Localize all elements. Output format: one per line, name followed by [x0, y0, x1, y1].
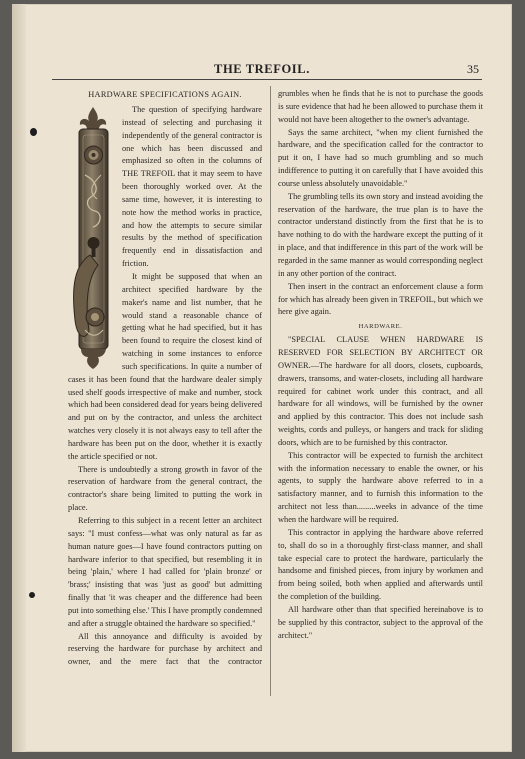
- punch-hole: [29, 592, 35, 598]
- clause-paragraph: This contractor in applying the hardware above referred to, shall do so in a thoroughly first-class manner, and shall take especial care to protect the hardware, particularly the handsome and finished pieces, from injury by workmen and from being soiled, both when applied and afterwards until the completion of the building.: [278, 527, 483, 602]
- page-header-title: THE TREFOIL.: [214, 62, 310, 76]
- article-paragraph: There is undoubtedly a strong growth in favor of the reservation of hardware from the general contract, the contractor's share being limited to putting the work in place.: [68, 464, 262, 513]
- article-paragraph: All this annoyance and difficulty is avoided by reserving the hardware for purchase by architect and owner, and the mere fact that the contractor: [68, 631, 262, 667]
- article-title: HARDWARE SPECIFICATIONS AGAIN.: [88, 90, 242, 99]
- article-paragraph: Then insert in the contract an enforcement clause a form for which has already been given in TREFOIL, but which we here give again.: [278, 281, 483, 317]
- article-paragraph: grumbles when he finds that he is not to purchase the goods is sure evidence that had he been allowed to purchase them it would not have been altogether to the owner's advantage.: [278, 89, 483, 124]
- article-paragraph: Says the same architect, "when my client furnished the hardware, and the specification called for the contractor to put it on, I have had so much grumbling and so much indifference to putting it on carefully that I have avoided this course unless absolutely unavoidable.": [278, 127, 483, 188]
- ornate-door-handle-icon: [65, 105, 122, 370]
- article-paragraph: Referring to this subject in a recent letter an architect says: "I must confess—what was only natural as far as human nature goes—I have found contractors putting on hardware inferior to that specified, but resembling it in being 'plain,' where I had called for 'plain bronze' or 'brass;' insisting that was 'just as good' but admitting finally that 'it was cheaper and the difference had been put into something else.' This I have promptly condemned and after a struggle obtained the hardware so specified.": [68, 516, 262, 628]
- article-paragraph: The grumbling tells its own story and instead avoiding the reservation of the hardware, the true plan is to have the contractor understand distinctly from the first that he is to have nothing to do with the hardware except the putting of it in place, and that indifference in this part of the work will be regarded in the same manner as would corresponding neglect in any other portion of the contract.: [278, 191, 483, 278]
- header-rule: [52, 79, 482, 80]
- page-binding-edge: [12, 4, 26, 752]
- page-number: 35: [467, 62, 479, 76]
- article-paragraph: The question of specifying hardware instead of selecting and purchasing it independently of the general contractor is one which has been discussed and emphasized so often in the columns of THE TREFOIL that it may seem to have been thoroughly worked over. At the same time, however, it is interesting to note how the method works in practice, and how the attempts to secure similar results by the method of specification frequently end in dissatisfaction and friction.: [122, 105, 262, 269]
- left-column: [68, 88, 262, 669]
- clause-paragraph: All hardware other than that specified hereinabove is to be supplied by this contractor, subject to the approval of the architect.": [278, 604, 483, 640]
- clause-paragraph: This contractor will be expected to furnish the architect with the information necessary to enable the owner, or his agents, to supply the hardware above referred to in a satisfactory manner, and to furnish this information to the architect not less than.........weeks in advance of the time when the hardware will be required.: [278, 450, 483, 524]
- right-column: [278, 88, 483, 642]
- magazine-page: [12, 4, 512, 752]
- section-heading: HARDWARE.: [358, 323, 403, 331]
- article-paragraph: It might be supposed that when an architect specified hardware by the maker's name and list number, that he would stand a reasonable chance of getting what he had specified, but it has been found to require the closest kind of watching in some instances to enforce such specifications. In quite a number of cases it has been found that the hardware dealer simply used shelf goods irrespective of make and number, stock which had been considered dead for years being delivered and put on by the contractor, and unless the architect watches very closely it is not always easy to tell after the hardware has been put on the door, whether it is exactly the article specified or not.: [68, 271, 262, 461]
- punch-hole: [30, 128, 37, 136]
- column-divider: [270, 86, 271, 696]
- clause-paragraph: "SPECIAL CLAUSE WHEN HARDWARE IS RESERVED FOR SELECTION BY ARCHITECT OR OWNER.—The hardware for all doors, closets, cupboards, drawers, transoms, and water-closets, including all hardware required for cabinet work under this contract, and all hardware for all windows, will be furnished by the owner and applied by this contractor. This does not include sash weights, cords and pulleys, or hangers and track for sliding doors, which are to be furnished by this contractor.: [278, 335, 483, 447]
